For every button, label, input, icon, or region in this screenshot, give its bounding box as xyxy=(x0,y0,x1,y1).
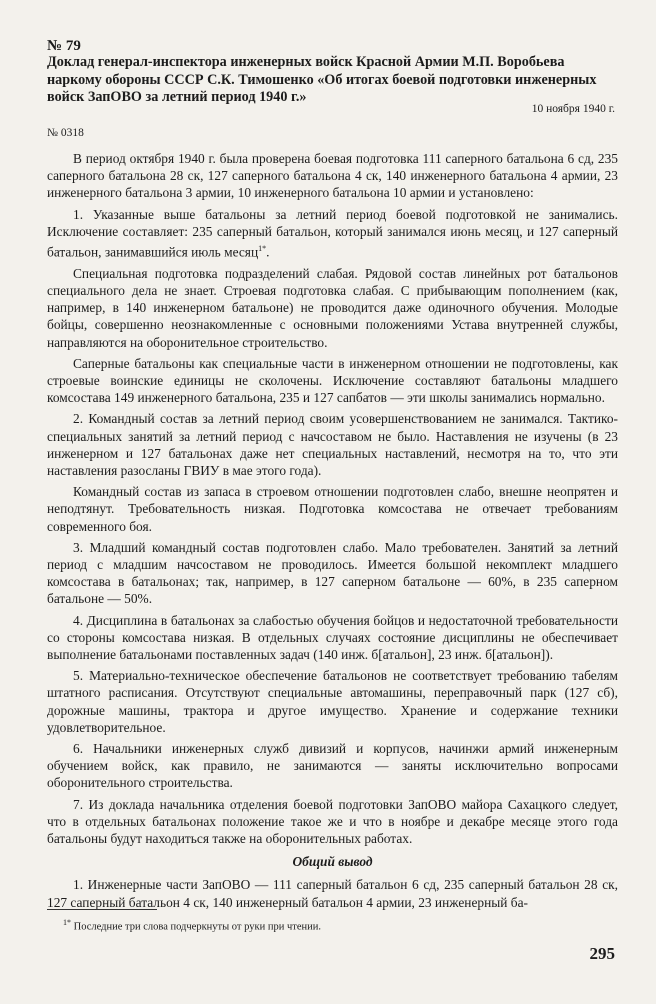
paragraph-item-1: 1. Указанные выше батальоны за летний период боевой подготовкой не занимались. Исключение составляет: 235 саперный батальон, который занимался июнь месяц, и 127 саперный батальон, занимавшийся июль месяц$^{1*}$. xyxy=(47,206,618,260)
conclusion-heading: Общий вывод xyxy=(292,854,373,870)
paragraph-item-4: 4. Дисциплина в батальонах за слабостью обучения бойцов и недостаточной требовательности со стороны комсостава низкая. В отдельных случаях состояние дисциплины не обеспечивает выполнение батальонами поставленных задач (140 инж. б[атальон], 23 инж. б[атальон]). xyxy=(47,612,618,662)
paragraph: Саперные батальоны как специальные части в инженерном отношении не подготовлены, как строевые воинские единицы не сколочены. Исключение составляют батальоны младшего комсостава 149 инженерного батальона, 235 и 127 сапбатов — эти школы занимались нормально. xyxy=(47,355,618,406)
footnote xyxy=(63,918,613,933)
footnote-label: 1* xyxy=(63,918,71,927)
paragraph-item-3: 3. Младший командный состав подготовлен слабо. Мало требователен. Занятий за летний период с младшим начсоставом не проводилось. Имеется большой некомплект младшего комсостава в батальонах; так, например, в 127 саперном батальоне — 60%, в 235 саперном батальоне — 50%. xyxy=(47,539,618,607)
paragraph: Командный состав из запаса в строевом отношении подготовлен слабо, внешне неопрятен и неподтянут. Требовательность низкая. Подготовка комсостава не отвечает требованиям современного боя. xyxy=(47,484,618,534)
paragraph-item-1-text: 1. Указанные выше батальоны за летний период боевой подготовкой не занимались. Исключение составляет: 235 саперный батальон, который занимался июнь месяц, и 127 саперный батальон, занимавшийся июль месяц xyxy=(47,206,618,260)
paragraph-item-2: 2. Командный состав за летний период своим усовершенствованием не занимался. Тактико-специальных занятий за летний период с начсоставом не было. Наставления не изучены (в 23 инженерном и 127 батальонах даже нет специальных наставлений, несмотря на то, что эти наставления разосланы ГВИУ в мае этого года). xyxy=(47,411,618,478)
paragraph-item-7: 7. Из доклада начальника отделения боевой подготовки ЗапОВО майора Сахацкого следует, что в отдельных батальонах положение такое же и что в ноябре и декабре месяце этого года батальоны будут находиться также на оборонительных работах. xyxy=(47,796,618,846)
paragraph-item-5: 5. Материально-техническое обеспечение батальонов не соответствует требованию табелям штатного расписания. Отсутствуют специальные автомашины, переправочный парк (127 сб), дорожные машины, трактора и другое имущество. Хранение и содержание техники удовлетворительное. xyxy=(47,668,618,735)
paragraph: Специальная подготовка подразделений слабая. Рядовой состав линейных рот батальонов специального дела не знает. Строевая подготовка слабая. С прибывающим пополнением (как, например, в 140 инженерном батальоне) не проводится даже одиночного обучения. Молодые бойцы, совершенно неознакомленные с основными положениями Устава внутренней службы, направляются на оборонительное строительство. xyxy=(47,265,618,350)
document-number: № 79 xyxy=(47,38,81,54)
footnote-text: Последние три слова подчеркнуты от руки при чтении. xyxy=(73,921,321,933)
footnote-marker: 1* xyxy=(258,244,267,254)
conclusion-paragraph: 1. Инженерные части ЗапОВО — 111 саперный батальон 6 сд, 235 саперный батальон 28 ск, 127 саперный батальон 4 ск, 140 инженерный батальон 4 армии, 23 инженерный ба- xyxy=(47,877,618,910)
page-number: 295 xyxy=(589,944,615,963)
document-title: Доклад генерал-инспектора инженерных войск Красной Армии М.П. Воробьева наркому обороны СССР С.К. Тимошенко «Об итогах боевой подготовки инженерных войск ЗапОВО за летний период 1940 г.» xyxy=(47,54,597,105)
document-date: 10 ноября 1940 г. xyxy=(531,103,615,115)
paragraph-intro: В период октября 1940 г. была проверена боевая подготовка 111 саперного батальона 6 сд, 235 саперного батальона 28 ск, 127 саперного батальона 4 ск, 140 инженерного батальона 4 армии, 23 инженерного батальона 3 армии, 10 инженерного батальона 10 армии и установлено: xyxy=(47,151,618,201)
document-body xyxy=(47,150,618,915)
paragraph-item-6: 6. Начальники инженерных служб дивизий и корпусов, начинжи армий инженерным обучением войск, как правило, не занимаются — заняты исключительно вопросами оборонительного строительства. xyxy=(47,740,618,791)
document-reference-number: № 0318 xyxy=(47,127,84,139)
footnote-divider xyxy=(47,909,157,910)
